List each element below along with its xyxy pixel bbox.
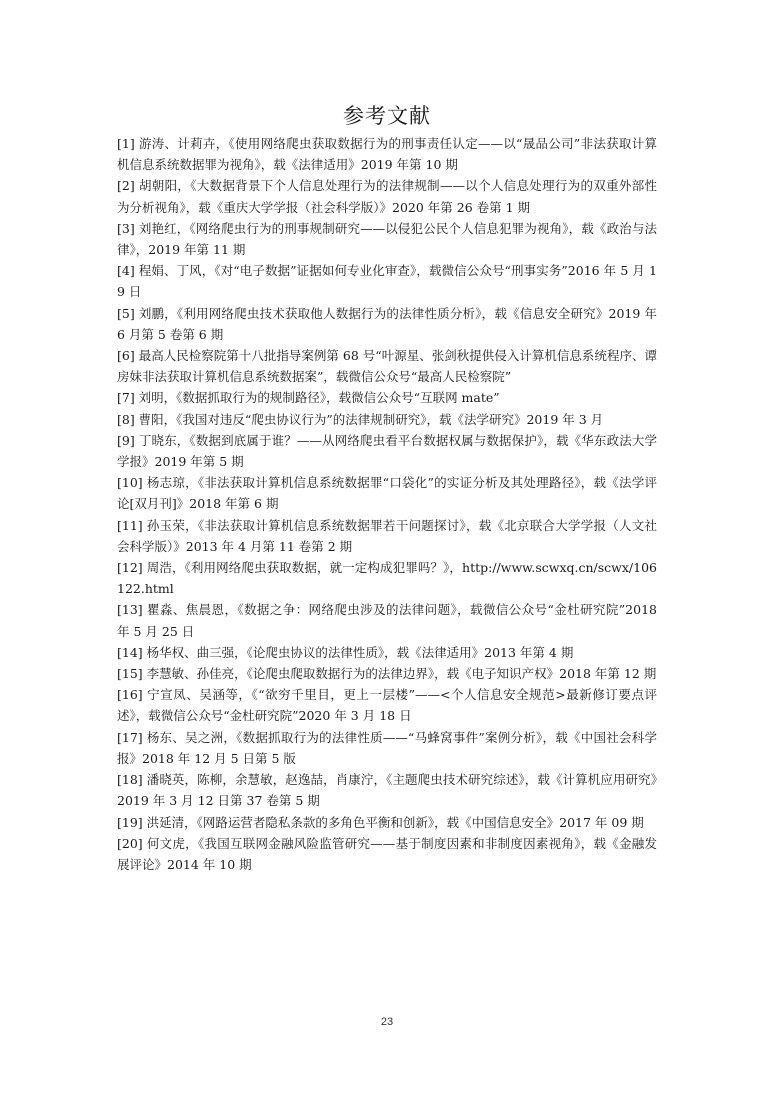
reference-item-10: [10] 杨志琼，《非法获取计算机信息系统数据罪“口袋化”的实证分析及其处理路径》，载《法学评论[双月刊]》2018 年第 6 期 bbox=[117, 475, 657, 512]
reference-item-4: [4] 程娟、丁风，《对“电子数据”证据如何专业化审查》，载微信公众号“刑事实务”2016 年 5 月 19 日 bbox=[117, 263, 657, 300]
reference-item-1: [1] 游涛、计莉卉，《使用网络爬虫获取数据行为的刑事责任认定——以“晟品公司”非法获取计算机信息系统数据罪为视角》，载《法律适用》2019 年第 10 期 bbox=[117, 136, 657, 173]
reference-item-5: [5] 刘鹏，《利用网络爬虫技术获取他人数据行为的法律性质分析》，载《信息安全研究》2019 年 6 月第 5 卷第 6 期 bbox=[117, 305, 657, 342]
page-number: 23 bbox=[380, 1016, 394, 1028]
reference-item-9: [9] 丁晓东，《数据到底属于谁？——从网络爬虫看平台数据权属与数据保护》，载《华东政法大学学报》2019 年第 5 期 bbox=[117, 432, 657, 470]
reference-item-11: [11] 孙玉荣，《非法获取计算机信息系统数据罪若干问题探讨》，载《北京联合大学学报（人文社会科学版）》2013 年 4 月第 11 卷第 2 期 bbox=[117, 517, 657, 554]
page-title: 参考文献 bbox=[343, 104, 431, 128]
reference-item-8: [8] 曹阳，《我国对违反“爬虫协议行为”的法律规制研究》，载《法学研究》2019 年 3 月 bbox=[117, 411, 604, 427]
reference-item-18: [18] 潘晓英，陈柳，余慧敏，赵逸喆，肖康泞，《主题爬虫技术研究综述》，载《计算机应用研究》2019 年 3 月 12 日第 37 卷第 5 期 bbox=[117, 772, 657, 809]
reference-item-20: [20] 何文虎，《我国互联网金融风险监管研究——基于制度因素和非制度因素视角》，载《金融发展评论》2014 年 10 期 bbox=[117, 835, 657, 872]
reference-item-13: [13] 瞿淼、焦晨恩，《数据之争：网络爬虫涉及的法律问题》，载微信公众号“金杜研究院”2018 年 5 月 25 日 bbox=[117, 602, 657, 639]
reference-item-16: [16] 宁宣凤、吴涵等，《“欲穷千里目，更上一层楼”——<个人信息安全规范>最新修订要点评述》，载微信公众号“金杜研究院”2020 年 3 月 18 日 bbox=[117, 687, 657, 724]
reference-item-7: [7] 刘明，《数据抓取行为的规制路径》，载微信公众号“互联网 mate” bbox=[117, 390, 500, 406]
reference-item-2: [2] 胡朝阳，《大数据背景下个人信息处理行为的法律规制——以个人信息处理行为的双重外部性为分析视角》，载《重庆大学学报（社会科学版）》2020 年第 26 卷第 1 期 bbox=[117, 178, 657, 215]
reference-list bbox=[117, 133, 657, 875]
reference-item-3: [3] 刘艳红，《网络爬虫行为的刑事规制研究——以侵犯公民个人信息犯罪为视角》，载《政治与法律》，2019 年第 11 期 bbox=[117, 220, 657, 258]
reference-item-17: [17] 杨东、吴之洲，《数据抓取行为的法律性质——“马蜂窝事件”案例分析》，载《中国社会科学报》2018 年 12 月 5 日第 5 版 bbox=[117, 729, 657, 766]
reference-item-12: [12] 周浩，《利用网络爬虫获取数据，就一定构成犯罪吗？》，http://www.scwxq.cn/scwx/106122.html bbox=[117, 560, 657, 597]
reference-item-6: [6] 最高人民检察院第十八批指导案例第 68 号“叶源星、张剑秋提供侵入计算机信息系统程序、谭房妹非法获取计算机信息系统数据案”，载微信公众号“最高人民检察院” bbox=[117, 348, 657, 385]
reference-item-19: [19] 洪延清，《网路运营者隐私条款的多角色平衡和创新》，载《中国信息安全》2017 年 09 期 bbox=[117, 814, 644, 830]
reference-item-15: [15] 李慧敏、孙佳亮，《论爬虫爬取数据行为的法律边界》，载《电子知识产权》2018 年第 12 期 bbox=[117, 666, 657, 682]
reference-item-14: [14] 杨华权、曲三强，《论爬虫协议的法律性质》，载《法律适用》2013 年第 4 期 bbox=[117, 644, 574, 660]
